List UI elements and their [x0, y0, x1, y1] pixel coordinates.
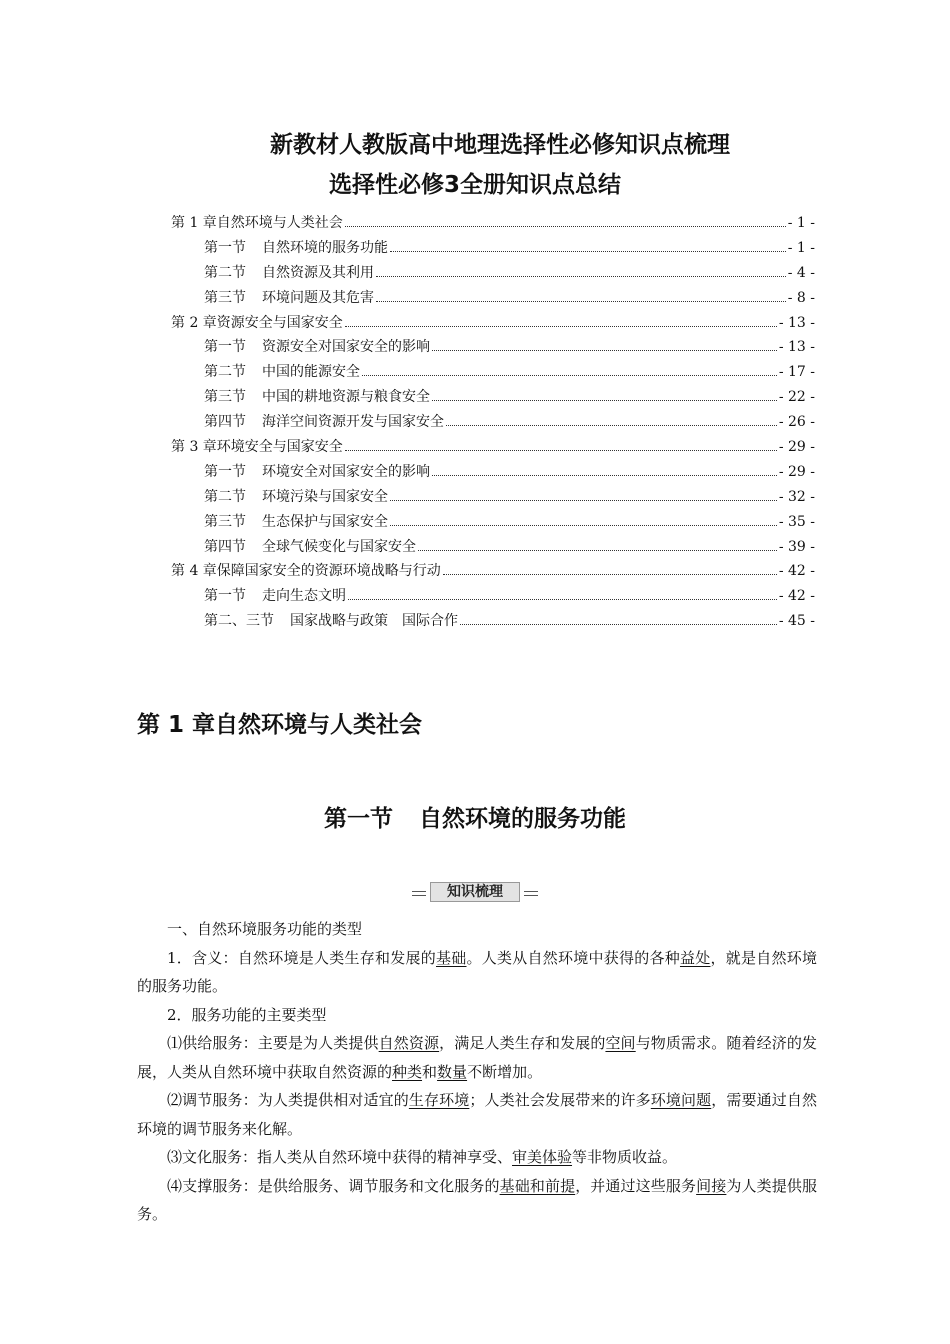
toc-entry[interactable]: [171, 560, 815, 585]
toc-leader: [390, 525, 777, 526]
toc-entry[interactable]: [171, 610, 815, 635]
toc-entry-page: - 13 -: [778, 314, 815, 331]
badge-line-right: [524, 891, 538, 896]
toc-entry-label: 生态保护与国家安全: [262, 513, 388, 530]
badge-line-left: [412, 891, 426, 896]
section-number: 第一节: [324, 806, 393, 832]
key-term: 间接: [696, 1176, 727, 1195]
toc-entry-label: 自然环境的服务功能: [262, 239, 388, 256]
paragraph: 2．服务功能的主要类型: [167, 1005, 327, 1024]
toc-entry[interactable]: [171, 386, 815, 411]
toc-entry-number: 第二节: [204, 264, 246, 281]
toc-entry-page: - 29 -: [778, 439, 815, 456]
toc-entry-page: - 39 -: [778, 538, 815, 555]
paragraph: ⑴供给服务：主要是为人类提供自然资源，满足人类生存和发展的空间与物质需求。随着经济的发展，人类从自然环境中获取自然资源的种类和数量不断增加。: [137, 1034, 817, 1081]
toc-entry-label: 国家战略与政策 国际合作: [290, 613, 458, 630]
toc-entry-page: - 26 -: [778, 414, 815, 431]
toc-leader: [390, 251, 786, 252]
toc-entry-number: 第一节: [204, 339, 246, 356]
toc-leader: [376, 276, 786, 277]
toc-leader: [432, 350, 777, 351]
toc-entry-number: 第二、三节: [204, 613, 274, 630]
section-title: 自然环境的服务功能: [419, 806, 626, 832]
content-body: [137, 915, 817, 1229]
toc-leader: [345, 450, 777, 451]
key-term: 基础和前提: [499, 1176, 576, 1195]
key-term: 空间: [605, 1034, 636, 1052]
toc-entry[interactable]: [171, 237, 815, 262]
toc-entry-page: - 8 -: [787, 289, 815, 306]
toc-entry-page: - 29 -: [778, 463, 815, 480]
key-term: 自然资源: [378, 1034, 440, 1052]
toc-entry-page: - 1 -: [787, 239, 815, 256]
toc-entry-page: - 32 -: [778, 488, 815, 505]
toc-entry-label: 环境安全对国家安全的影响: [262, 463, 430, 480]
section-heading: [0, 800, 950, 833]
knowledge-badge: [412, 880, 538, 904]
toc-leader: [460, 624, 777, 625]
toc-entry-number: 第三节: [204, 389, 246, 406]
toc-leader: [376, 301, 786, 302]
toc-entry-label: 自然资源及其利用: [262, 264, 374, 281]
toc-entry-label: 环境污染与国家安全: [262, 488, 388, 505]
document-title: 新教材人教版高中地理选择性必修知识点梳理: [270, 132, 730, 158]
toc-entry[interactable]: [171, 212, 815, 237]
toc-entry-label: 第 4 章保障国家安全的资源环境战略与行动: [171, 563, 441, 580]
key-term: 基础: [436, 948, 467, 967]
toc-entry[interactable]: [171, 461, 815, 486]
toc-entry[interactable]: [171, 511, 815, 536]
paragraph: 一、自然环境服务功能的类型: [167, 920, 363, 938]
paragraph: ⑵调节服务：为人类提供相对适宜的生存环境；人类社会发展带来的许多环境问题，需要通过自然环境的调节服务来化解。: [137, 1091, 817, 1138]
toc-entry[interactable]: [171, 486, 815, 511]
toc-entry-number: 第二节: [204, 488, 246, 505]
toc-entry-label: 海洋空间资源开发与国家安全: [262, 414, 444, 431]
toc-entry-page: - 4 -: [787, 264, 815, 281]
paragraph: ⑷支撑服务：是供给服务、调节服务和文化服务的基础和前提，并通过这些服务间接为人类提供服务。: [137, 1176, 817, 1223]
toc-entry-label: 走向生态文明: [262, 588, 346, 605]
toc-entry-page: - 17 -: [778, 364, 815, 381]
toc-entry[interactable]: [171, 411, 815, 436]
toc-entry[interactable]: [171, 585, 815, 610]
toc-entry-number: 第二节: [204, 364, 246, 381]
badge-label: 知识梳理: [430, 882, 520, 902]
toc-entry-label: 全球气候变化与国家安全: [262, 538, 416, 555]
key-term: 种类: [392, 1062, 423, 1081]
toc-leader: [390, 500, 777, 501]
paragraph: 1．含义：自然环境是人类生存和发展的基础。人类从自然环境中获得的各种益处，就是自然环境的服务功能。: [137, 948, 817, 995]
toc-entry-label: 第 1 章自然环境与人类社会: [171, 215, 343, 231]
toc-leader: [432, 400, 777, 401]
chapter-heading: 第 1 章自然环境与人类社会: [137, 712, 423, 738]
toc-entry-label: 资源安全对国家安全的影响: [262, 339, 430, 356]
toc-entry[interactable]: [171, 312, 815, 337]
toc-entry-number: 第三节: [204, 513, 246, 530]
toc-entry-page: - 45 -: [778, 613, 815, 630]
key-term: 数量: [437, 1062, 468, 1081]
toc-entry-number: 第一节: [204, 239, 246, 256]
toc-leader: [348, 599, 777, 600]
key-term: 生存环境: [408, 1091, 470, 1109]
toc-leader: [443, 574, 777, 575]
toc-entry-label: 中国的能源安全: [262, 364, 360, 381]
toc-entry-number: 第四节: [204, 538, 246, 555]
document-subtitle: 选择性必修3全册知识点总结: [328, 172, 621, 198]
toc-entry-page: - 1 -: [787, 215, 815, 231]
toc-leader: [345, 226, 786, 227]
toc-entry-page: - 42 -: [778, 563, 815, 580]
toc-leader: [432, 475, 777, 476]
toc-leader: [345, 326, 777, 327]
toc-entry-label: 第 3 章环境安全与国家安全: [171, 439, 343, 456]
toc-entry-label: 第 2 章资源安全与国家安全: [171, 314, 343, 331]
toc-entry[interactable]: [171, 262, 815, 287]
toc-entry-page: - 42 -: [778, 588, 815, 605]
toc-entry-page: - 13 -: [778, 339, 815, 356]
toc-entry-label: 环境问题及其危害: [262, 289, 374, 306]
toc-leader: [446, 425, 777, 426]
toc-entry-number: 第四节: [204, 414, 246, 431]
toc-entry[interactable]: [171, 287, 815, 312]
key-term: 益处: [679, 948, 711, 967]
toc-entry-page: - 22 -: [778, 389, 815, 406]
key-term: 环境问题: [650, 1091, 712, 1109]
toc-entry-number: 第三节: [204, 289, 246, 306]
toc-leader: [362, 375, 777, 376]
toc-entry[interactable]: [171, 336, 815, 361]
toc-entry[interactable]: [171, 536, 815, 561]
paragraph: ⑶文化服务：指人类从自然环境中获得的精神享受、审美体验等非物质收益。: [167, 1148, 678, 1166]
toc-entry-page: - 35 -: [778, 513, 815, 530]
table-of-contents: [171, 212, 815, 635]
toc-entry[interactable]: [171, 361, 815, 386]
toc-entry[interactable]: [171, 436, 815, 461]
toc-entry-number: 第一节: [204, 588, 246, 605]
key-term: 审美体验: [512, 1148, 573, 1166]
toc-entry-label: 中国的耕地资源与粮食安全: [262, 389, 430, 406]
toc-leader: [418, 550, 777, 551]
toc-entry-number: 第一节: [204, 463, 246, 480]
